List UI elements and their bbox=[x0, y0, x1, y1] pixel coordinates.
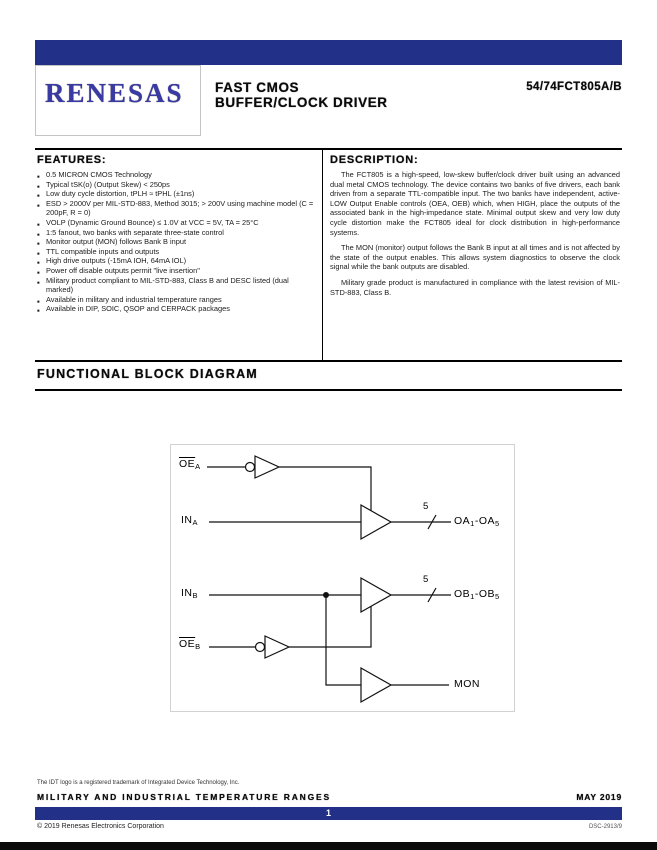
feature-item: ■ VOLP (Dynamic Ground Bounce) ≤ 1.0V at VCC = 5V, TA = 25°C bbox=[37, 218, 315, 228]
inverter-b bbox=[265, 636, 289, 658]
ob-label-part: -OB bbox=[474, 588, 496, 600]
renesas-logo-text: RENESAS bbox=[45, 78, 184, 108]
feature-item: ■ ESD > 2000V per MIL-STD-883, Method 3015; > 200V using machine model (C = 200pF, R = 0) bbox=[37, 199, 315, 218]
page-number-bar bbox=[35, 807, 622, 820]
ob-label-sub: 5 bbox=[495, 592, 500, 601]
feature-item: ■ Available in DIP, SOIC, QSOP and CERPACK packages bbox=[37, 304, 315, 314]
bus-width-label-b: 5 bbox=[423, 574, 429, 585]
part-number: 54/74FCT805A/B bbox=[526, 81, 622, 93]
scan-edge bbox=[0, 842, 657, 850]
doc-title bbox=[215, 80, 388, 110]
doc-code: DSC-2913/9 bbox=[588, 824, 622, 830]
ina-label-base: IN bbox=[181, 514, 193, 526]
feature-item: ■ Typical tSK(o) (Output Skew) < 250ps bbox=[37, 180, 315, 190]
oeb-label bbox=[179, 638, 201, 651]
oa-output-label bbox=[454, 515, 500, 528]
oeb-enable-wire bbox=[289, 606, 371, 647]
inb-label-base: IN bbox=[181, 587, 193, 599]
features-heading: FEATURES: bbox=[37, 154, 107, 166]
header-rule bbox=[35, 148, 622, 150]
ina-label bbox=[181, 514, 198, 527]
feature-item: ■ Monitor output (MON) follows Bank B input bbox=[37, 237, 315, 247]
oa-label-sub: 1 bbox=[470, 519, 475, 528]
ob-label-sub: 1 bbox=[470, 592, 475, 601]
features-list bbox=[37, 170, 315, 314]
renesas-logo bbox=[35, 65, 201, 136]
mon-output-label: MON bbox=[454, 678, 480, 690]
junction-dot bbox=[323, 592, 329, 598]
fbd-rule bbox=[35, 389, 622, 391]
inverter-b-bubble bbox=[256, 643, 265, 652]
oeb-label-sub: B bbox=[195, 642, 201, 651]
feature-item: ■ TTL compatible inputs and outputs bbox=[37, 247, 315, 257]
features-section bbox=[37, 154, 315, 314]
diagram-svg bbox=[171, 445, 516, 713]
mon-wire bbox=[326, 595, 361, 685]
oea-enable-wire bbox=[279, 467, 371, 512]
buffer-a bbox=[361, 505, 391, 539]
doc-title-line1: FAST CMOS bbox=[215, 80, 300, 95]
temp-range-text: MILITARY AND INDUSTRIAL TEMPERATURE RANGES bbox=[37, 792, 331, 802]
inverter-a bbox=[255, 456, 279, 478]
bus-width-label-a: 5 bbox=[423, 501, 429, 512]
column-divider bbox=[322, 150, 323, 360]
inb-label bbox=[181, 587, 198, 600]
description-paragraph: The MON (monitor) output follows the Bank B input at all times and is not affected by the state of the output enables. This allows system diagnostics to observe the clock signal while the bank outputs are disabled. bbox=[330, 243, 620, 272]
functional-block-diagram bbox=[170, 444, 515, 712]
feature-item: ■ Low duty cycle distortion, tPLH ≈ tPHL (±1ns) bbox=[37, 189, 315, 199]
release-date: MAY 2019 bbox=[576, 792, 622, 802]
feature-item: ■ High drive outputs (-15mA IOH, 64mA IOL) bbox=[37, 256, 315, 266]
trademark-note: The IDT logo is a registered trademark of Integrated Device Technology, Inc. bbox=[37, 780, 240, 786]
buffer-b bbox=[361, 578, 391, 612]
oeb-label-base: $\overline{OE}$ bbox=[179, 638, 196, 650]
oa-label-sub: 5 bbox=[495, 519, 500, 528]
section-rule bbox=[35, 360, 622, 362]
oea-label-sub: A bbox=[195, 462, 201, 471]
feature-item: ■ 1:5 fanout, two banks with separate three-state control bbox=[37, 228, 315, 238]
feature-item: ■ Military product compliant to MIL-STD-883, Class B and DESC listed (dual marked) bbox=[37, 276, 315, 295]
ina-label-sub: A bbox=[192, 518, 199, 527]
oea-label bbox=[179, 458, 201, 471]
fbd-heading: FUNCTIONAL BLOCK DIAGRAM bbox=[37, 367, 258, 381]
feature-item: ■ 0.5 MICRON CMOS Technology bbox=[37, 170, 315, 180]
ob-output-label bbox=[454, 588, 500, 601]
inb-label-sub: B bbox=[192, 591, 199, 600]
doc-title-line2: BUFFER/CLOCK DRIVER bbox=[215, 95, 388, 110]
copyright-text: © 2019 Renesas Electronics Corporation bbox=[37, 823, 164, 830]
oea-label-base: $\overline{OE}$ bbox=[179, 458, 196, 470]
feature-item: ■ Power off disable outputs permit "live insertion" bbox=[37, 266, 315, 276]
page-number: 1 bbox=[325, 808, 331, 818]
header-bar bbox=[35, 40, 622, 65]
description-paragraph: The FCT805 is a high-speed, low-skew buffer/clock driver built using an advanced dual metal CMOS technology. The device contains two banks of five drivers, each bank driven from a separate TTL-compatible input. The two banks have independent, active-LOW Output Enable controls (OEA, OEB) which, when HIGH, place the outputs of the associated bank in the high-impedance state. Minimal output skew and very low duty cycle distortion make the FCT805 ideal for clock distribution in high-performance systems. bbox=[330, 170, 620, 237]
description-heading: DESCRIPTION: bbox=[330, 154, 419, 166]
ob-label-part: OB bbox=[454, 588, 471, 600]
oa-label-part: OA bbox=[454, 515, 471, 527]
oa-label-part: -OA bbox=[474, 515, 496, 527]
inverter-a-bubble bbox=[246, 463, 255, 472]
feature-item: ■ Available in military and industrial temperature ranges bbox=[37, 295, 315, 305]
buffer-mon bbox=[361, 668, 391, 702]
description-section bbox=[330, 154, 620, 303]
description-paragraph: Military grade product is manufactured in compliance with the latest revision of MIL-STD-883, Class B. bbox=[330, 277, 620, 297]
